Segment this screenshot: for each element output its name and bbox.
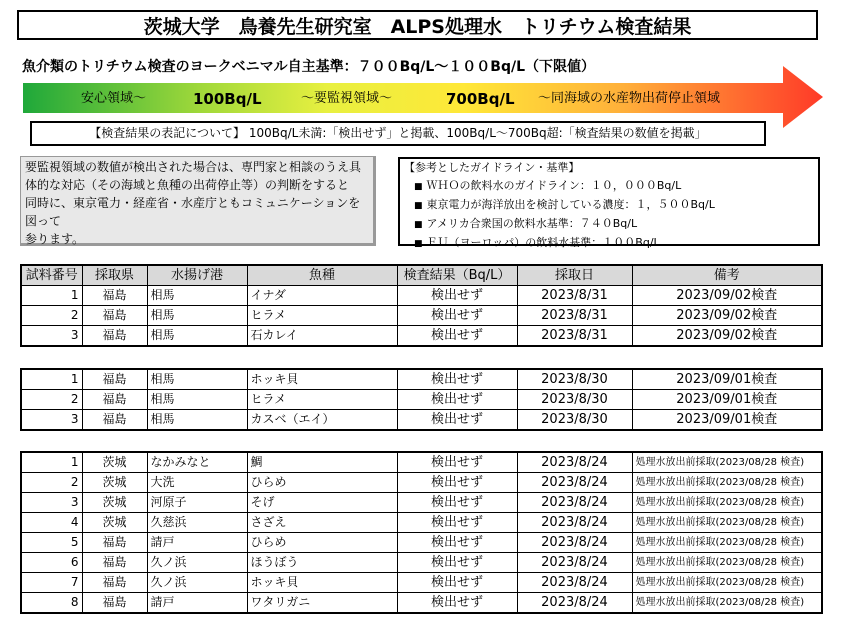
cell-prefecture: 福島 [82, 390, 147, 410]
cell-remarks: 処理水放出前採取(2023/08/28 検査) [632, 553, 822, 573]
cell-sample-no: 3 [21, 410, 82, 431]
cell-port: 請戸 [147, 593, 247, 614]
guideline-item: ＷＨＯの飲料水のガイドライン：１０，０００Bq/L [426, 179, 682, 192]
cell-species: ひらめ [247, 473, 397, 493]
results-table-1 [20, 264, 823, 347]
cell-result: 検出せず [397, 593, 517, 614]
cell-remarks: 処理水放出前採取(2023/08/28 検査) [632, 493, 822, 513]
cell-remarks: 処理水放出前採取(2023/08/28 検査) [632, 452, 822, 473]
table-row [21, 473, 822, 493]
table-row [21, 326, 822, 347]
note-line: 体的な対応（その海域と魚種の出荷停止等）の判断をすると [25, 178, 350, 192]
cell-result: 検出せず [397, 493, 517, 513]
cell-remarks: 2023/09/01検査 [632, 410, 822, 431]
cell-port: 相馬 [147, 306, 247, 326]
cell-date: 2023/8/30 [517, 410, 632, 431]
cell-remarks: 2023/09/02検査 [632, 286, 822, 306]
table-row [21, 513, 822, 533]
cell-species: ほうぼう [247, 553, 397, 573]
cell-species: ホッキ貝 [247, 369, 397, 390]
header-remarks: 備考 [632, 265, 822, 286]
cell-date: 2023/8/30 [517, 369, 632, 390]
cell-prefecture: 茨城 [82, 473, 147, 493]
table-row [21, 390, 822, 410]
cell-species: ひらめ [247, 533, 397, 553]
header-port: 水揚げ港 [147, 265, 247, 286]
cell-port: 相馬 [147, 326, 247, 347]
cell-port: 久慈浜 [147, 513, 247, 533]
cell-date: 2023/8/31 [517, 286, 632, 306]
cell-prefecture: 福島 [82, 410, 147, 431]
cell-result: 検出せず [397, 473, 517, 493]
cell-date: 2023/8/24 [517, 452, 632, 473]
cell-port: 大洗 [147, 473, 247, 493]
cell-date: 2023/8/24 [517, 533, 632, 553]
table-row [21, 533, 822, 553]
cell-result: 検出せず [397, 390, 517, 410]
cell-sample-no: 2 [21, 306, 82, 326]
cell-species: 鯛 [247, 452, 397, 473]
cell-remarks: 2023/09/01検査 [632, 369, 822, 390]
cell-sample-no: 2 [21, 390, 82, 410]
cell-result: 検出せず [397, 533, 517, 553]
guideline-item: 東京電力が海洋放出を検討している濃度：１，５００Bq/L [426, 198, 715, 211]
cell-port: 相馬 [147, 369, 247, 390]
table-row [21, 410, 822, 431]
cell-sample-no: 1 [21, 452, 82, 473]
page-title: 茨城大学 鳥養先生研究室 ALPS処理水 トリチウム検査結果 [17, 10, 818, 40]
cell-result: 検出せず [397, 553, 517, 573]
cell-result: 検出せず [397, 573, 517, 593]
cell-prefecture: 福島 [82, 369, 147, 390]
cell-sample-no: 1 [21, 369, 82, 390]
arrow-labels [23, 83, 793, 115]
cell-port: 相馬 [147, 410, 247, 431]
cell-species: イナダ [247, 286, 397, 306]
table-row [21, 573, 822, 593]
bullet-icon: ■ [414, 239, 423, 249]
cell-date: 2023/8/24 [517, 593, 632, 614]
bullet-icon: ■ [414, 182, 423, 192]
table-row [21, 593, 822, 614]
cell-result: 検出せず [397, 513, 517, 533]
cell-port: 河原子 [147, 493, 247, 513]
cell-date: 2023/8/31 [517, 326, 632, 347]
cell-prefecture: 茨城 [82, 452, 147, 473]
cell-remarks: 処理水放出前採取(2023/08/28 検査) [632, 513, 822, 533]
value-100: 100Bq/L [193, 90, 262, 108]
table-row [21, 493, 822, 513]
bullet-icon: ■ [414, 201, 423, 211]
safe-label: 安心領域～ [81, 91, 147, 106]
cell-species: ヒラメ [247, 390, 397, 410]
cell-species: 石カレイ [247, 326, 397, 347]
note-line: 要監視領域の数値が検出された場合は、専門家と相談のうえ具 [25, 160, 362, 174]
guideline-box [398, 157, 820, 249]
cell-sample-no: 5 [21, 533, 82, 553]
cell-prefecture: 福島 [82, 286, 147, 306]
cell-date: 2023/8/31 [517, 306, 632, 326]
cell-prefecture: 福島 [82, 533, 147, 553]
table-row [21, 369, 822, 390]
header-result: 検査結果（Bq/L） [397, 265, 517, 286]
cell-sample-no: 6 [21, 553, 82, 573]
cell-date: 2023/8/30 [517, 390, 632, 410]
table-row [21, 452, 822, 473]
header-sample-no: 試料番号 [21, 265, 82, 286]
monitoring-note [20, 156, 376, 246]
header-species: 魚種 [247, 265, 397, 286]
note-line: 同時に、東京電力・経産省・水産庁ともコミュニケーションを図って [25, 196, 361, 228]
cell-species: さざえ [247, 513, 397, 533]
bullet-icon: ■ [414, 220, 423, 230]
cell-species: カスベ（エイ） [247, 410, 397, 431]
results-table-3 [20, 451, 823, 614]
guideline-item: ＥＵ（ヨーロッパ）の飲料水基準：１００Bq/L [426, 236, 660, 249]
cell-result: 検出せず [397, 452, 517, 473]
cell-remarks: 処理水放出前採取(2023/08/28 検査) [632, 593, 822, 614]
table-row [21, 306, 822, 326]
cell-remarks: 2023/09/01検査 [632, 390, 822, 410]
cell-remarks: 処理水放出前採取(2023/08/28 検査) [632, 573, 822, 593]
watch-label: ～要監視領域～ [301, 91, 393, 106]
cell-sample-no: 8 [21, 593, 82, 614]
cell-date: 2023/8/24 [517, 513, 632, 533]
cell-remarks: 処理水放出前採取(2023/08/28 検査) [632, 473, 822, 493]
cell-species: ホッキ貝 [247, 573, 397, 593]
cell-port: 相馬 [147, 390, 247, 410]
cell-sample-no: 3 [21, 493, 82, 513]
cell-date: 2023/8/24 [517, 473, 632, 493]
cell-sample-no: 1 [21, 286, 82, 306]
cell-species: ワタリガニ [247, 593, 397, 614]
cell-prefecture: 茨城 [82, 493, 147, 513]
cell-remarks: 処理水放出前採取(2023/08/28 検査) [632, 533, 822, 553]
stop-label: ～同海域の水産物出荷停止領域 [538, 91, 721, 106]
cell-species: ヒラメ [247, 306, 397, 326]
cell-sample-no: 2 [21, 473, 82, 493]
table-header-row [21, 265, 822, 286]
note-line: 参ります。 [25, 232, 85, 246]
cell-port: 久ノ浜 [147, 573, 247, 593]
table-row [21, 553, 822, 573]
cell-sample-no: 4 [21, 513, 82, 533]
cell-remarks: 2023/09/02検査 [632, 306, 822, 326]
table-row [21, 286, 822, 306]
cell-prefecture: 福島 [82, 573, 147, 593]
cell-prefecture: 茨城 [82, 513, 147, 533]
header-date: 採取日 [517, 265, 632, 286]
cell-date: 2023/8/24 [517, 553, 632, 573]
cell-result: 検出せず [397, 369, 517, 390]
cell-result: 検出せず [397, 306, 517, 326]
cell-date: 2023/8/24 [517, 493, 632, 513]
standard-text: 魚介類のトリチウム検査のヨークベニマル自主基準：７００Bq/L～１００Bq/L（下限値） [22, 59, 596, 75]
cell-port: なかみなと [147, 452, 247, 473]
cell-remarks: 2023/09/02検査 [632, 326, 822, 347]
cell-result: 検出せず [397, 286, 517, 306]
cell-prefecture: 福島 [82, 306, 147, 326]
header-prefecture: 採取県 [82, 265, 147, 286]
cell-result: 検出せず [397, 410, 517, 431]
guideline-item: アメリカ合衆国の飲料水基準：７４０Bq/L [426, 217, 638, 230]
cell-prefecture: 福島 [82, 326, 147, 347]
value-700: 700Bq/L [446, 90, 515, 108]
cell-sample-no: 7 [21, 573, 82, 593]
cell-port: 相馬 [147, 286, 247, 306]
cell-port: 請戸 [147, 533, 247, 553]
cell-prefecture: 福島 [82, 593, 147, 614]
cell-species: そげ [247, 493, 397, 513]
cell-prefecture: 福島 [82, 553, 147, 573]
results-table-2 [20, 368, 823, 431]
notation-note: 【検査結果の表記について】 100Bq/L未満:「検出せず」と掲載、100Bq/L～700Bq超:「検査結果の数値を掲載」 [30, 121, 766, 146]
guideline-heading: 【参考としたガイドライン・基準】 [404, 161, 580, 174]
cell-sample-no: 3 [21, 326, 82, 347]
cell-port: 久ノ浜 [147, 553, 247, 573]
cell-result: 検出せず [397, 326, 517, 347]
cell-date: 2023/8/24 [517, 573, 632, 593]
